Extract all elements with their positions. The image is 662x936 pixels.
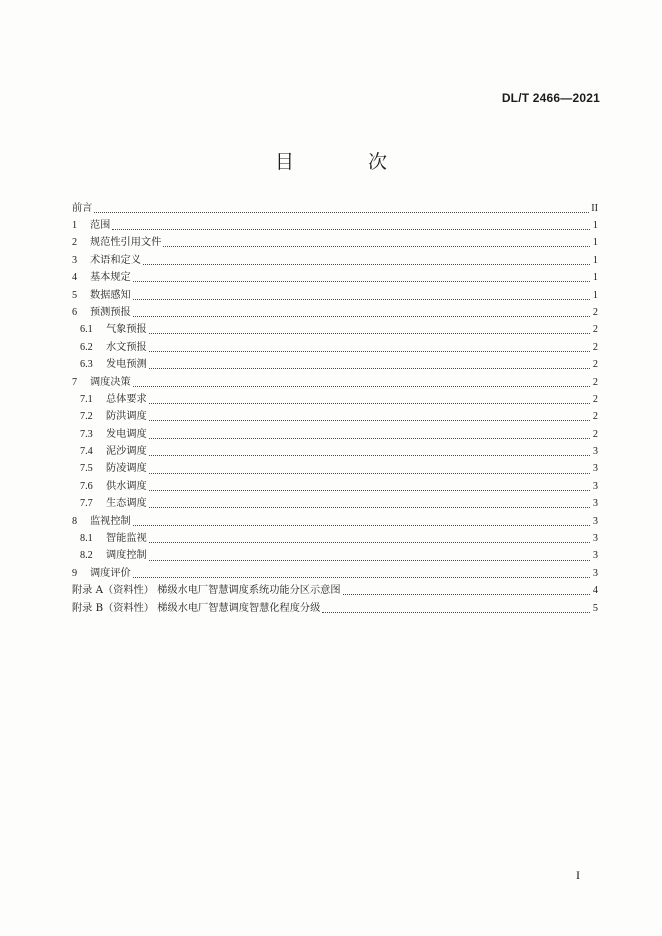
toc-entry-title: 监视控制 bbox=[90, 515, 131, 527]
toc-entry[interactable] bbox=[72, 339, 598, 356]
toc-entry-page: 3 bbox=[592, 550, 598, 562]
toc-entry-title: 防洪调度 bbox=[106, 411, 147, 423]
toc-entry-title: 供水调度 bbox=[106, 480, 147, 492]
dot-leader bbox=[149, 489, 590, 491]
toc-entry-page: 1 bbox=[592, 254, 598, 266]
toc-entry-title: 调度评价 bbox=[90, 567, 131, 579]
dot-leader bbox=[133, 298, 590, 300]
toc-entry[interactable] bbox=[72, 270, 598, 287]
toc-entry-page: 3 bbox=[592, 498, 598, 510]
toc-entry-number: 7.2 bbox=[80, 411, 93, 423]
toc-entry-page: 2 bbox=[592, 306, 598, 318]
toc-entry[interactable] bbox=[72, 235, 598, 252]
toc-entry-title: 气象预报 bbox=[106, 324, 147, 336]
toc-entry[interactable] bbox=[72, 217, 598, 234]
toc-entry-page: 1 bbox=[592, 272, 598, 284]
toc-entry-title: 调度决策 bbox=[90, 376, 131, 388]
toc-entry-title: 调度控制 bbox=[106, 550, 147, 562]
toc-entry-number: 7.1 bbox=[80, 393, 93, 405]
dot-leader bbox=[149, 367, 590, 369]
toc-entry[interactable] bbox=[72, 252, 598, 269]
toc-entry[interactable] bbox=[72, 478, 598, 495]
toc-entry-number: 8.1 bbox=[80, 533, 93, 545]
toc-entry-number: 7.5 bbox=[80, 463, 93, 475]
toc-entry-page: 3 bbox=[592, 567, 598, 579]
toc-entry[interactable] bbox=[72, 496, 598, 513]
toc-entry[interactable] bbox=[72, 565, 598, 582]
dot-leader bbox=[149, 437, 590, 439]
toc-entry[interactable] bbox=[72, 461, 598, 478]
toc-entry-title: 发电调度 bbox=[106, 428, 147, 440]
dot-leader bbox=[149, 506, 590, 508]
toc-entry-title: 附录 B（资料性） 梯级水电厂智慧调度智慧化程度分级 bbox=[72, 602, 321, 614]
toc-entry-number: 4 bbox=[72, 272, 78, 284]
toc-entry-number: 6 bbox=[72, 306, 78, 318]
toc-entry-page: 4 bbox=[592, 585, 598, 597]
toc-entry-title: 发电预测 bbox=[106, 359, 147, 371]
toc-entry-page: 1 bbox=[592, 237, 598, 249]
dot-leader bbox=[94, 211, 589, 213]
toc-entry[interactable] bbox=[72, 304, 598, 321]
toc-entry[interactable] bbox=[72, 443, 598, 460]
toc-entry-page: 2 bbox=[592, 376, 598, 388]
toc-entry-page: 2 bbox=[592, 324, 598, 336]
dot-leader bbox=[149, 559, 590, 561]
dot-leader bbox=[149, 541, 590, 543]
toc-entry-number: 8 bbox=[72, 515, 78, 527]
toc-entry-title: 智能监视 bbox=[106, 533, 147, 545]
toc-entry-title: 前言 bbox=[72, 202, 93, 214]
toc-entry-title: 规范性引用文件 bbox=[90, 237, 162, 249]
toc-entry-number: 7.4 bbox=[80, 446, 93, 458]
page-number: I bbox=[576, 868, 580, 882]
toc-entry-title: 基本规定 bbox=[90, 272, 131, 284]
toc-entry[interactable] bbox=[72, 513, 598, 530]
toc-entry-page: 1 bbox=[592, 289, 598, 301]
dot-leader bbox=[322, 611, 590, 613]
toc-entry-number: 7.3 bbox=[80, 428, 93, 440]
standard-code: DL/T 2466—2021 bbox=[501, 91, 600, 105]
toc-entry[interactable] bbox=[72, 530, 598, 547]
toc-entry[interactable] bbox=[72, 391, 598, 408]
toc-entry-page: II bbox=[591, 202, 598, 214]
dot-leader bbox=[163, 245, 590, 247]
toc-entry-number: 2 bbox=[72, 237, 78, 249]
dot-leader bbox=[133, 576, 590, 578]
toc-entry[interactable] bbox=[72, 583, 598, 600]
toc-entry[interactable] bbox=[72, 409, 598, 426]
dot-leader bbox=[149, 472, 590, 474]
dot-leader bbox=[343, 593, 590, 595]
toc-entry-title: 数据感知 bbox=[90, 289, 131, 301]
toc-entry-number: 8.2 bbox=[80, 550, 93, 562]
toc-entry-page: 5 bbox=[592, 602, 598, 614]
page-title: 目 次 bbox=[274, 151, 422, 173]
toc-entry-title: 总体要求 bbox=[106, 393, 147, 405]
dot-leader bbox=[133, 315, 590, 317]
dot-leader bbox=[149, 419, 590, 421]
dot-leader bbox=[149, 332, 590, 334]
toc-entry-title: 附录 A（资料性） 梯级水电厂智慧调度系统功能分区示意图 bbox=[72, 585, 341, 597]
dot-leader bbox=[149, 402, 590, 404]
dot-leader bbox=[133, 280, 590, 282]
toc-entry[interactable] bbox=[72, 287, 598, 304]
toc-entry[interactable] bbox=[72, 374, 598, 391]
toc-entry-page: 3 bbox=[592, 515, 598, 527]
toc-entry-title: 预测预报 bbox=[90, 306, 131, 318]
toc-entry[interactable] bbox=[72, 548, 598, 565]
toc-entry-page: 2 bbox=[592, 428, 598, 440]
dot-leader bbox=[149, 454, 590, 456]
toc-entry-number: 7 bbox=[72, 376, 78, 388]
toc-entry-number: 3 bbox=[72, 254, 78, 266]
toc-entry-number: 9 bbox=[72, 567, 78, 579]
toc-entry-page: 3 bbox=[592, 533, 598, 545]
toc-entry-page: 2 bbox=[592, 341, 598, 353]
toc-entry[interactable] bbox=[72, 600, 598, 617]
toc-entry-title: 术语和定义 bbox=[90, 254, 141, 266]
toc-entry-number: 6.1 bbox=[80, 324, 93, 336]
toc-entry-title: 泥沙调度 bbox=[106, 446, 147, 458]
dot-leader bbox=[149, 350, 590, 352]
toc-entry-page: 3 bbox=[592, 463, 598, 475]
toc-entry-page: 1 bbox=[592, 219, 598, 231]
toc-entry-title: 水文预报 bbox=[106, 341, 147, 353]
toc-entry-page: 2 bbox=[592, 411, 598, 423]
toc-entry-number: 1 bbox=[72, 219, 78, 231]
toc-entry-page: 2 bbox=[592, 359, 598, 371]
dot-leader bbox=[133, 524, 590, 526]
toc-entry-page: 3 bbox=[592, 446, 598, 458]
toc-entry-number: 5 bbox=[72, 289, 78, 301]
toc-entry[interactable] bbox=[72, 357, 598, 374]
toc-entry-title: 防凌调度 bbox=[106, 463, 147, 475]
dot-leader bbox=[133, 385, 590, 387]
table-of-contents bbox=[72, 200, 598, 617]
toc-entry[interactable] bbox=[72, 200, 598, 217]
toc-entry[interactable] bbox=[72, 322, 598, 339]
toc-entry-title: 范围 bbox=[90, 219, 111, 231]
dot-leader bbox=[112, 228, 590, 230]
toc-entry-number: 7.6 bbox=[80, 480, 93, 492]
dot-leader bbox=[143, 263, 590, 265]
toc-entry-number: 6.3 bbox=[80, 359, 93, 371]
toc-entry-title: 生态调度 bbox=[106, 498, 147, 510]
toc-entry-number: 7.7 bbox=[80, 498, 93, 510]
toc-entry[interactable] bbox=[72, 426, 598, 443]
toc-entry-page: 2 bbox=[592, 393, 598, 405]
toc-entry-page: 3 bbox=[592, 480, 598, 492]
toc-entry-number: 6.2 bbox=[80, 341, 93, 353]
